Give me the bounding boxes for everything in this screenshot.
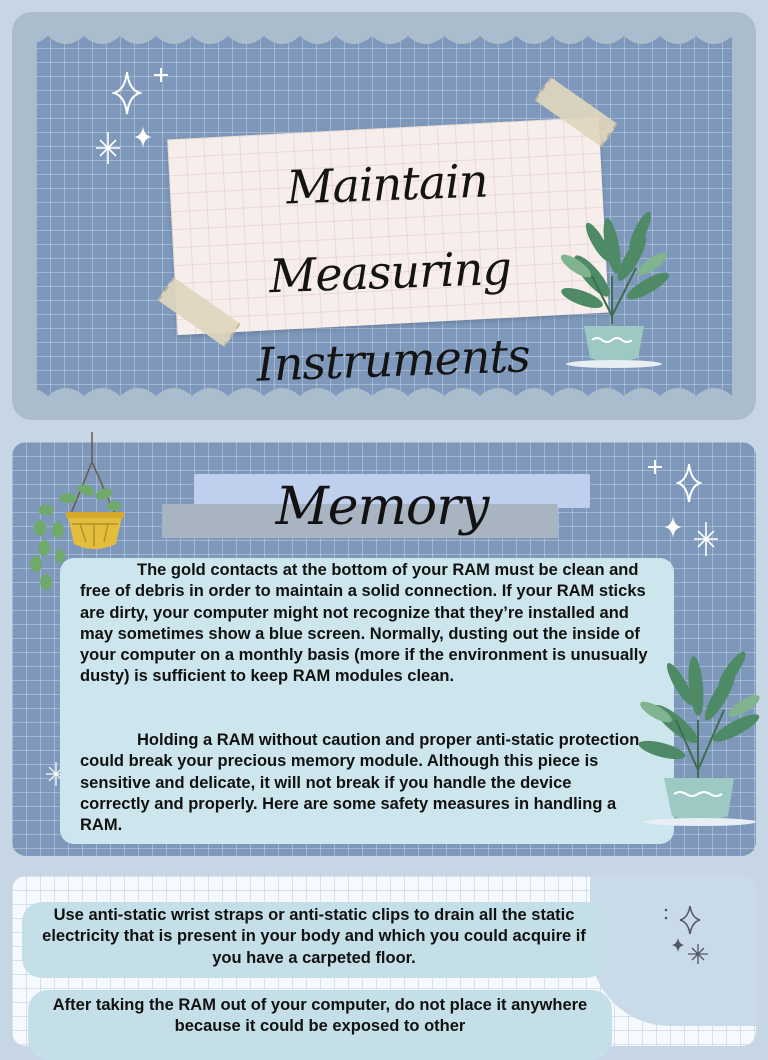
section-heading: Memory: [275, 477, 489, 537]
sparkle-icon: [676, 462, 702, 504]
scallop-border-top: [12, 12, 756, 48]
plant-pot-icon: [632, 640, 762, 830]
safety-tip: Use anti-static wrist straps or anti-static clips to drain all the static electricity that is present in your body and which you could acquire if you have a carpeted floor.: [22, 902, 606, 978]
sparkle-icon: [112, 70, 142, 116]
sparkle-icon: [648, 460, 662, 474]
safety-tip: After taking the RAM out of your computer, do not place it anywhere because it could be exposed to other: [28, 990, 612, 1060]
sparkle-icon: [664, 516, 682, 538]
memory-paragraph-1: The gold contacts at the bottom of your RAM must be clean and free of debris in order to maintain a solid connection. If your RAM sticks are dirty, your computer might not recognize that they’re installed and may sometimes show a blue screen. Normally, dusting out the inside of your computer on a monthly basis (more if the environment is unusually dusty) is sufficient to keep RAM modules clean.: [80, 561, 648, 686]
sparkle-icon: [154, 68, 168, 82]
sparkle-icon: [134, 126, 152, 148]
page-title: Maintain Measuring Instruments: [255, 153, 531, 392]
plant-pot-icon: [552, 206, 672, 370]
sparkle-icon: [694, 522, 718, 556]
sparkle-icon: [652, 902, 712, 972]
memory-paragraph-2: Holding a RAM without caution and proper anti-static protection could break your precious memory module. Although this piece is sensitive and delicate, it will not break if you handle the device correctly and properly. Here are some safety measures in handling a RAM.: [80, 731, 640, 835]
sparkle-icon: [96, 132, 120, 164]
